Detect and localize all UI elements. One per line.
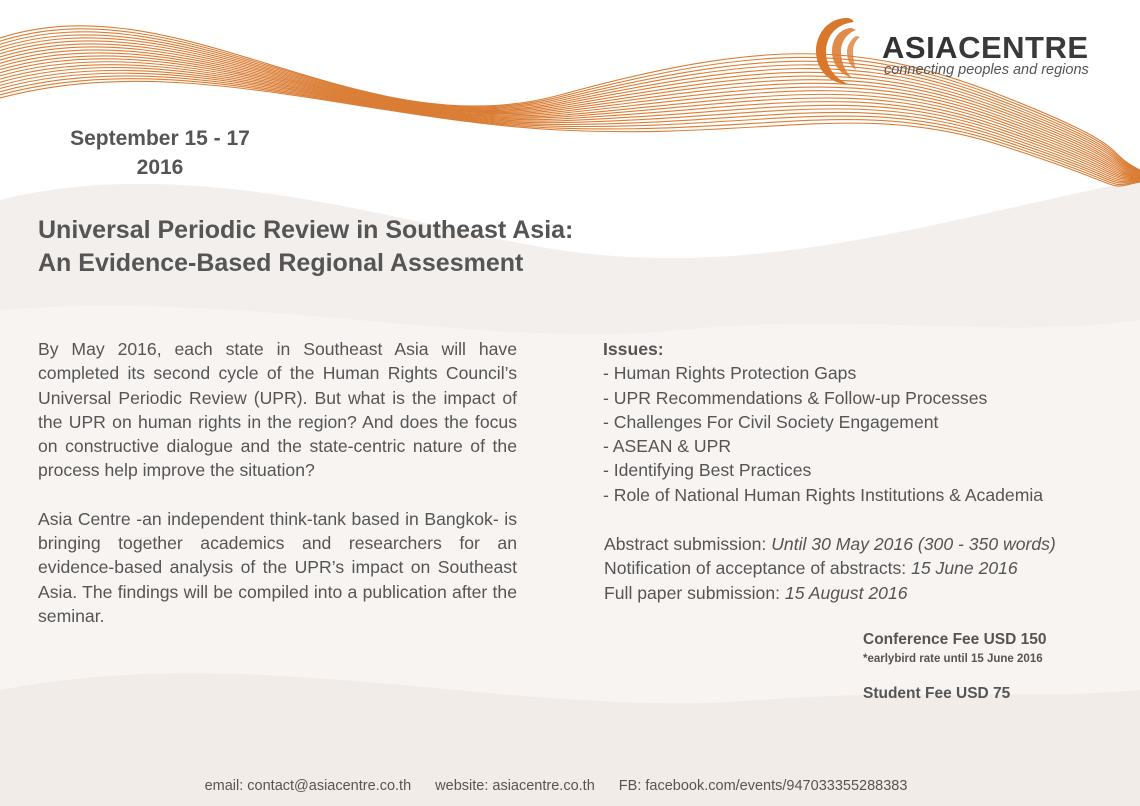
- deadline-notification: [604, 556, 1056, 580]
- logo-wordmark: [882, 30, 1089, 66]
- submission-deadlines: [604, 532, 1056, 605]
- description-paragraph-1: By May 2016, each state in Southeast Asia will have completed its second cycle of the Human Rights Council’s Universal Periodic Review (UPR). But what is the impact of the UPR on human rights in the region? And does the focus on constructive dialogue and the state-centric nature of the process help improve the situation?: [38, 339, 517, 481]
- event-date-line1: September 15 - 17: [70, 127, 250, 150]
- deadline-abstract-label: Abstract submission:: [604, 534, 767, 554]
- conference-fee: Conference Fee USD 150: [863, 631, 1047, 648]
- deadline-abstract-value: Until 30 May 2016 (300 - 350 words): [771, 534, 1056, 554]
- issue-item: - UPR Recommendations & Follow-up Processes: [603, 387, 988, 408]
- logo-tagline: connecting peoples and regions: [884, 62, 1089, 78]
- contact-footer: [0, 778, 1112, 794]
- logo-swirl-icon: [814, 16, 880, 86]
- deadline-abstract: [604, 532, 1056, 556]
- logo-wordmark-asia: ASIA: [882, 30, 959, 65]
- footer-website[interactable]: website: asiacentre.co.th: [435, 778, 595, 794]
- event-title: [38, 214, 573, 280]
- issue-item: - Role of National Human Rights Institutions & Academia: [603, 484, 1044, 505]
- student-fee: Student Fee USD 75: [863, 685, 1011, 702]
- issues-heading: Issues:: [603, 339, 664, 359]
- deadline-fullpaper: [604, 581, 1056, 605]
- footer-facebook[interactable]: FB: facebook.com/events/947033355288383: [618, 778, 908, 794]
- issue-item: - Identifying Best Practices: [603, 460, 812, 481]
- event-description: [38, 337, 517, 652]
- issues-list: [603, 337, 1043, 507]
- footer-email[interactable]: email: contact@asiacentre.co.th: [204, 778, 412, 794]
- deadline-notification-value: 15 June 2016: [911, 558, 1018, 579]
- event-title-line1: Universal Periodic Review in Southeast Asia:: [38, 216, 574, 244]
- issue-item: - ASEAN & UPR: [603, 436, 732, 457]
- issue-item: - Human Rights Protection Gaps: [603, 363, 857, 384]
- deadline-fullpaper-value: 15 August 2016: [784, 582, 908, 603]
- event-date: [40, 124, 280, 182]
- event-date-line2: 2016: [136, 156, 184, 179]
- asia-centre-logo: [814, 16, 1114, 86]
- deadline-fullpaper-label: Full paper submission:: [604, 582, 781, 603]
- event-title-line2: An Evidence-Based Regional Assesment: [38, 249, 524, 277]
- description-paragraph-2: Asia Centre -an independent think-tank based in Bangkok- is bringing together academics and researchers for an evidence-based analysis of the UPR’s impact on Southeast Asia. The findings will be compiled into a publication after the seminar.: [38, 508, 517, 626]
- fees-block: [863, 630, 1047, 704]
- logo-wordmark-centre: CENTRE: [958, 30, 1089, 65]
- earlybird-note: *earlybird rate until 15 June 2016: [863, 653, 1043, 665]
- deadline-notification-label: Notification of acceptance of abstracts:: [604, 558, 907, 579]
- issue-item: - Challenges For Civil Society Engagement: [603, 411, 939, 432]
